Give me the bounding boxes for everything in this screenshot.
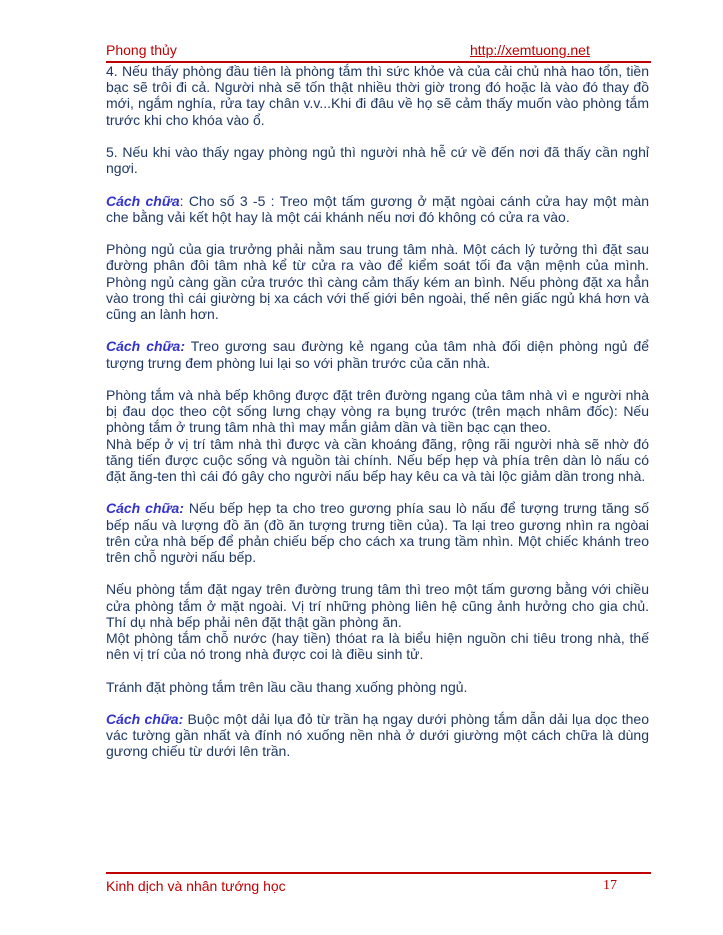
paragraph-cure-1: [106, 193, 649, 225]
paragraph-avoid-bathroom: Tránh đặt phòng tắm trên lầu cầu thang xuống phòng ngủ.: [106, 678, 468, 695]
paragraph-bathroom-drain: Một phòng tắm chỗ nước (hay tiền) thóat ra là biểu hiện nguồn chi tiêu trong nhà, thế nên vị trí của nó trong nhà được coi là điều sinh tử.: [106, 630, 649, 663]
paragraph-kitchen-center: Nhà bếp ở vị trí tâm nhà thì được và cần khoáng đãng, rộng rãi người nhà sẽ nhờ đó tăng tiến được cuộc sống và nguồn tài chính. Nếu bếp hẹp và phía trên dàn lò nấu có đặt ăng-ten thì cái đó gây cho người nấu bếp hay kêu ca và tài lộc giảm dần trong nhà.: [106, 435, 649, 484]
page-content: [106, 63, 649, 776]
paragraph-cure-2: [106, 338, 649, 370]
paragraph-bathroom-first: 4. Nếu thấy phòng đầu tiên là phòng tắm thì sức khỏe và của cải chủ nhà hao tổn, tiền bạc sẽ trôi đi cả. Người nhà sẽ tốn thật nhiều thời giờ trong đó hoặc là vào đó thay đồ mới, ngắm nghía, rửa tay chân v.v...Khi đi đâu về họ sẽ cảm thấy muốn vào phòng tắm trước khi cho khóa vào ổ.: [106, 63, 649, 128]
paragraph-cure-4: [106, 711, 649, 760]
paragraph-master-bedroom: Phòng ngủ của gia trưởng phải nằm sau trung tâm nhà. Một cách lý tưởng thì đặt sau đường phân đôi tâm nhà kể từ cửa ra vào để kiểm soát tối đa vận mệnh của mình. Phòng ngủ càng gần cửa trước thì càng cảm thấy kém an bình. Nếu phòng đặt xa hẳn vào trong thì cái giường bị xa cách với thế giới bên ngoài, thế nên giấc ngủ khá hơn và cũng an lành hơn.: [106, 241, 649, 322]
paragraph-cure-3: [106, 500, 649, 565]
cure-label: Cách chữa:: [106, 710, 184, 727]
page-footer: [106, 872, 651, 896]
cure-text: Treo gương sau đường kẻ ngang của tâm nhà đối diện phòng ngủ để tượng trưng đem phòng lui lại so với phần trước của căn nhà.: [106, 338, 649, 371]
page-number: 17: [603, 878, 617, 893]
header-url-link[interactable]: http://xemtuong.net: [470, 42, 590, 58]
paragraph-bathroom-center: Nếu phòng tắm đặt ngay trên đường trung tâm thì treo một tấm gương bằng với chiều cửa phòng tắm ở mặt ngoài. Vị trí những phòng liên hệ cũng ảnh hưởng cho gia chủ. Thí dụ nhà bếp phải nên đặt thật gần phòng ăn.: [106, 581, 649, 630]
cure-text: : Cho số 3 -5 : Treo một tấm gương ở mặt ngòai cánh cửa hay một màn che bằng vải kết hột hay là một cái khánh nếu nơi đó không có cửa ra vào.: [106, 192, 649, 225]
cure-text: Buộc một dải lụa đỏ từ trần hạ ngay dưới phòng tắm dẫn dải lụa dọc theo vác tường gần nhất và đính nó xuống nền nhà ở dưới giường một cách chữa là dùng gương chiếu từ dưới lên trần.: [106, 710, 649, 760]
cure-text: Nếu bếp hẹp ta cho treo gương phía sau lò nấu để tượng trưng tăng số bếp nấu và lượng đồ ăn (đồ ăn tượng trưng tiền của). Ta lại treo gương nhìn ra ngòai trên cửa nhà bếp để phản chiếu bếp cho cách xa trung tầm nhìn. Một chiếc khánh treo trên chỗ người nấu bếp.: [106, 500, 650, 565]
cure-label: Cách chữa:: [106, 338, 185, 355]
header-title: Phong thủy: [106, 42, 177, 58]
page-header: [106, 41, 651, 63]
cure-label: Cách chữa: [106, 192, 180, 209]
cure-label: Cách chữa:: [106, 500, 184, 517]
footer-title: Kinh dịch và nhân tướng học: [106, 878, 286, 894]
paragraph-bathroom-kitchen: Phòng tắm và nhà bếp không được đặt trên đường ngang của tâm nhà vì e người nhà bị đau dọc theo cột sống lưng chạy vòng ra bụng trước (trên mạch nhâm đốc): Nếu phòng tắm ở trung tâm nhà thì may mắn giảm dần và tiền bạc cạn theo.: [106, 386, 649, 436]
paragraph-bedroom-first: 5. Nếu khi vào thấy ngay phòng ngủ thì người nhà hễ cứ về đến nơi đã thấy cần nghỉ ngơi.: [106, 144, 649, 177]
